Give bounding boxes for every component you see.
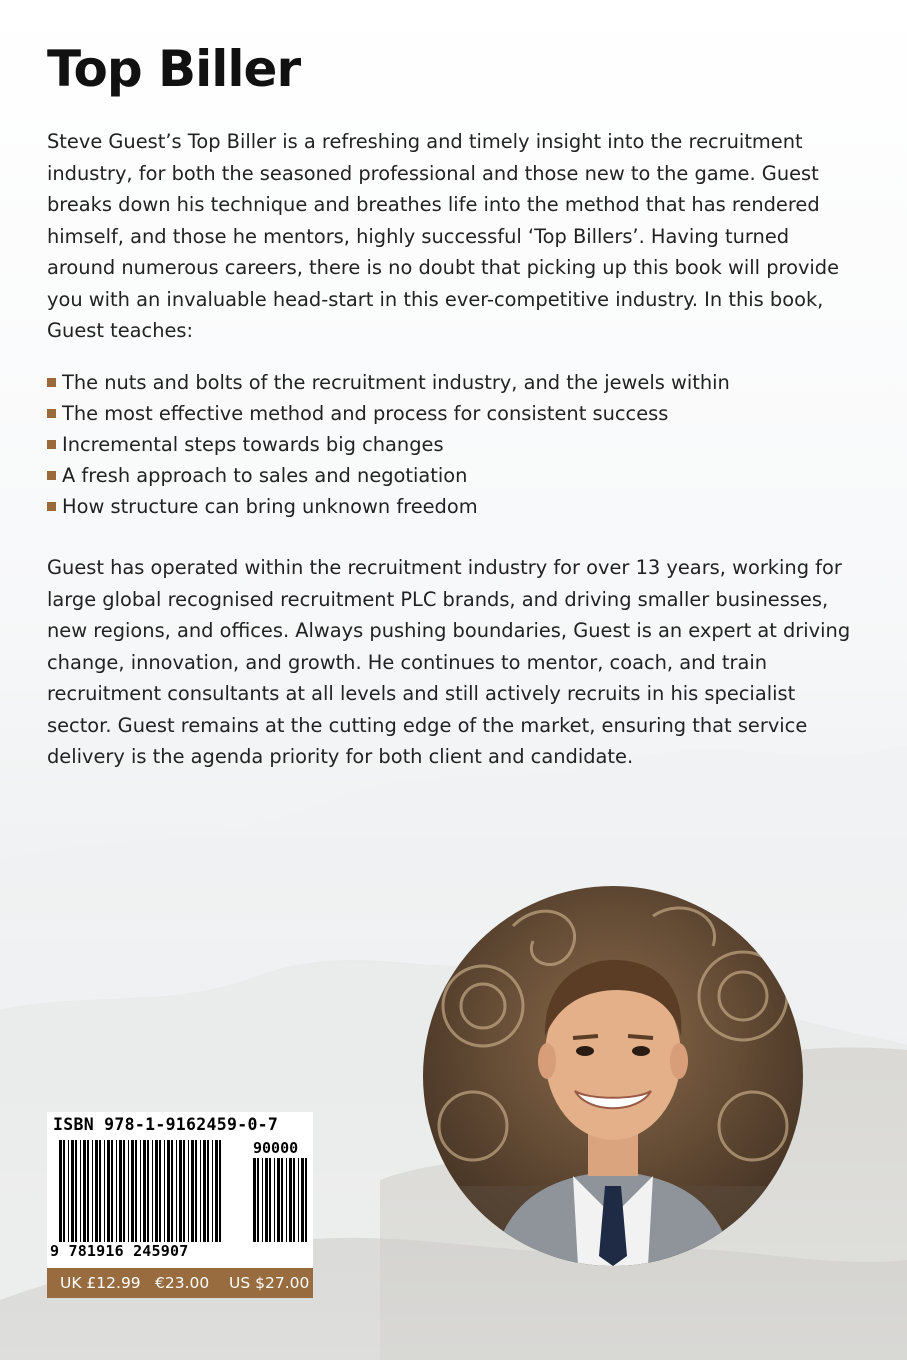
list-item-text: Incremental steps towards big changes (62, 433, 444, 456)
price-eu: €23.00 (155, 1274, 210, 1292)
list-item (47, 367, 730, 398)
book-title: Top Biller (47, 40, 301, 98)
list-item-text: A fresh approach to sales and negotiation (62, 464, 468, 487)
author-portrait-illustration (423, 886, 803, 1266)
bullet-square-icon (47, 502, 56, 511)
list-item (47, 491, 730, 522)
ean-digits: 9 781916 245907 (50, 1242, 189, 1260)
barcode-panel (47, 1112, 313, 1268)
list-item-text: The nuts and bolts of the recruitment industry, and the jewels within (62, 371, 730, 394)
teachings-list (47, 367, 730, 522)
bullet-square-icon (47, 471, 56, 480)
bullet-square-icon (47, 378, 56, 387)
isbn-number: ISBN 978-1-9162459-0-7 (53, 1115, 279, 1134)
price-uk: UK £12.99 (60, 1274, 141, 1292)
author-photo (423, 886, 803, 1266)
barcode-addon-digits: 90000 (253, 1139, 299, 1157)
list-item-text: The most effective method and process for consistent success (62, 402, 669, 425)
price-bar (47, 1268, 313, 1298)
description-paragraph: Steve Guest’s Top Biller is a refreshing and timely insight into the recruitment industry, for both the seasoned professional and those new to the game. Guest breaks down his technique and breathes life into the method that has rendered himself, and those he mentors, highly successful ‘Top Billers’. Having turned around numerous careers, there is no doubt that picking up this book will provide you with an invaluable head-start in this ever-competitive industry. In this book, Guest teaches: (47, 130, 840, 342)
list-item (47, 460, 730, 491)
bullet-square-icon (47, 440, 56, 449)
author-bio-paragraph: Guest has operated within the recruitment industry for over 13 years, working for large global recognised recruitment PLC brands, and driving smaller businesses, new regions, and offices. Always pushing boundaries, Guest is an expert at driving change, innovation, and growth. He continues to mentor, coach, and train recruitment consultants at all levels and still actively recruits in his specialist sector. Guest remains at the cutting edge of the market, ensuring that service delivery is the agenda priority for both client and candidate. (47, 556, 851, 768)
list-item-text: How structure can bring unknown freedom (62, 495, 478, 518)
bullet-square-icon (47, 409, 56, 418)
list-item (47, 429, 730, 460)
list-item (47, 398, 730, 429)
price-us: US $27.00 (229, 1274, 310, 1292)
